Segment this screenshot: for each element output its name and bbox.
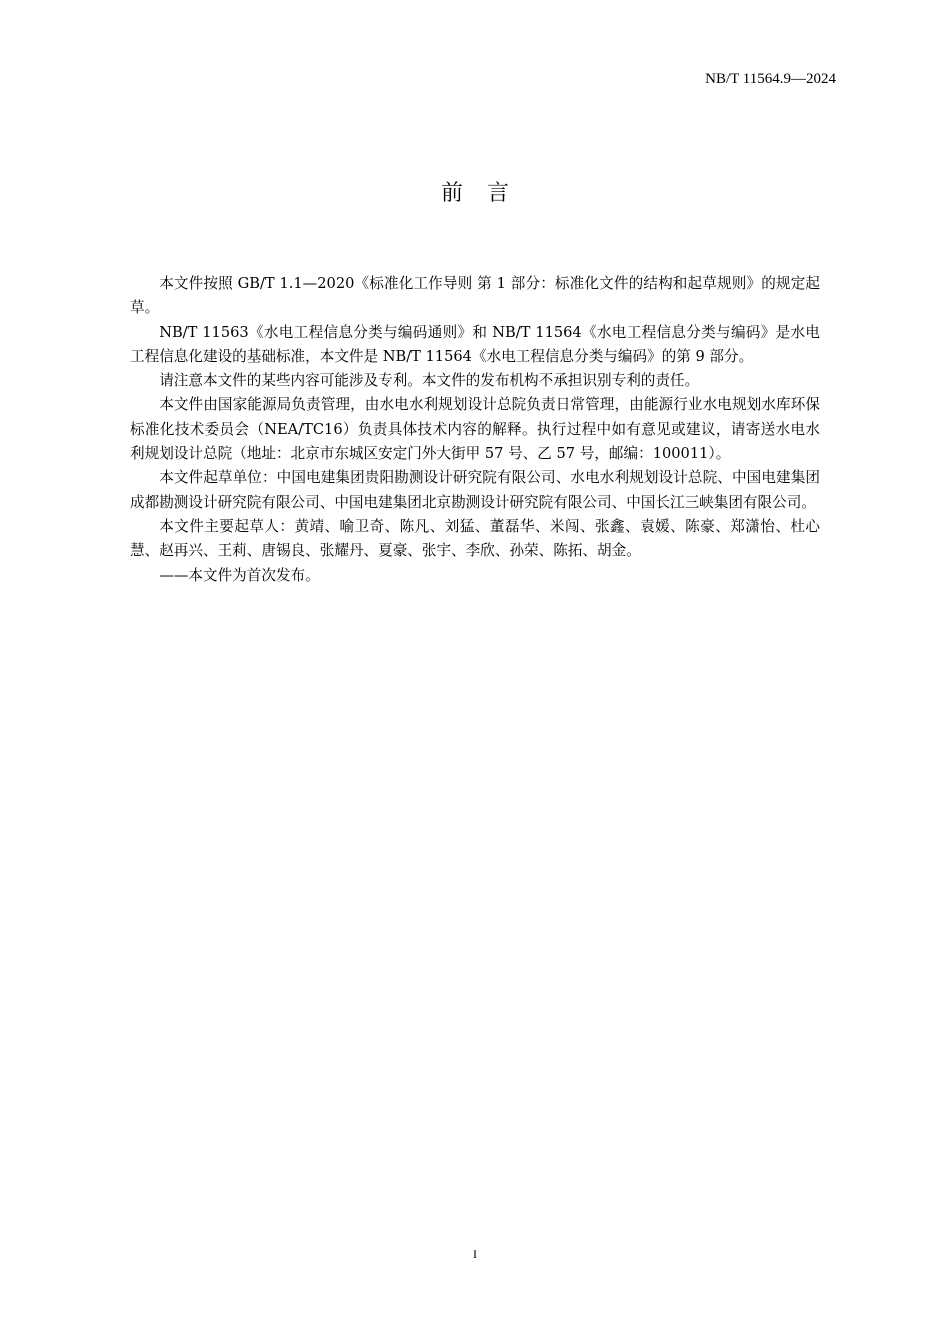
paragraph-drafters: 本文件主要起草人：黄靖、喻卫奇、陈凡、刘猛、董磊华、米闯、张鑫、袁媛、陈豪、郑潇怡、杜心慧、赵再兴、王莉、唐锡良、张耀丹、夏豪、张宇、李欣、孙荣、陈拓、胡金。 bbox=[130, 517, 820, 560]
paragraph-patent-notice: 请注意本文件的某些内容可能涉及专利。本文件的发布机构不承担识别专利的责任。 bbox=[159, 372, 700, 390]
document-code: NB/T 11564.9—2024 bbox=[705, 71, 836, 87]
page-title: 前言 bbox=[440, 181, 533, 206]
paragraph-management: 本文件由国家能源局负责管理，由水电水利规划设计总院负责日常管理，由能源行业水电规划水库环保标准化技术委员会（NEA/TC16）负责具体技术内容的解释。执行过程中如有意见或建议，请寄送水电水利规划设计总院（地址：北京市东城区安定门外大街甲 57 号、乙 57 号，邮编：100011）。 bbox=[130, 396, 820, 463]
paragraph-drafting-rules: 本文件按照 GB/T 1.1—2020《标准化工作导则 第 1 部分：标准化文件的结构和起草规则》的规定起草。 bbox=[130, 275, 820, 317]
page-number: I bbox=[473, 1247, 477, 1261]
paragraph-first-release: ——本文件为首次发布。 bbox=[159, 566, 320, 584]
paragraph-standard-series: NB/T 11563《水电工程信息分类与编码通则》和 NB/T 11564《水电工程信息分类与编码》是水电工程信息化建设的基础标准，本文件是 NB/T 11564《水电工程信息分类与编码》的第 9 部分。 bbox=[130, 323, 820, 365]
paragraph-drafting-units: 本文件起草单位：中国电建集团贵阳勘测设计研究院有限公司、水电水利规划设计总院、中国电建集团成都勘测设计研究院有限公司、中国电建集团北京勘测设计研究院有限公司、中国长江三峡集团有限公司。 bbox=[130, 469, 820, 511]
foreword-body bbox=[130, 272, 820, 588]
